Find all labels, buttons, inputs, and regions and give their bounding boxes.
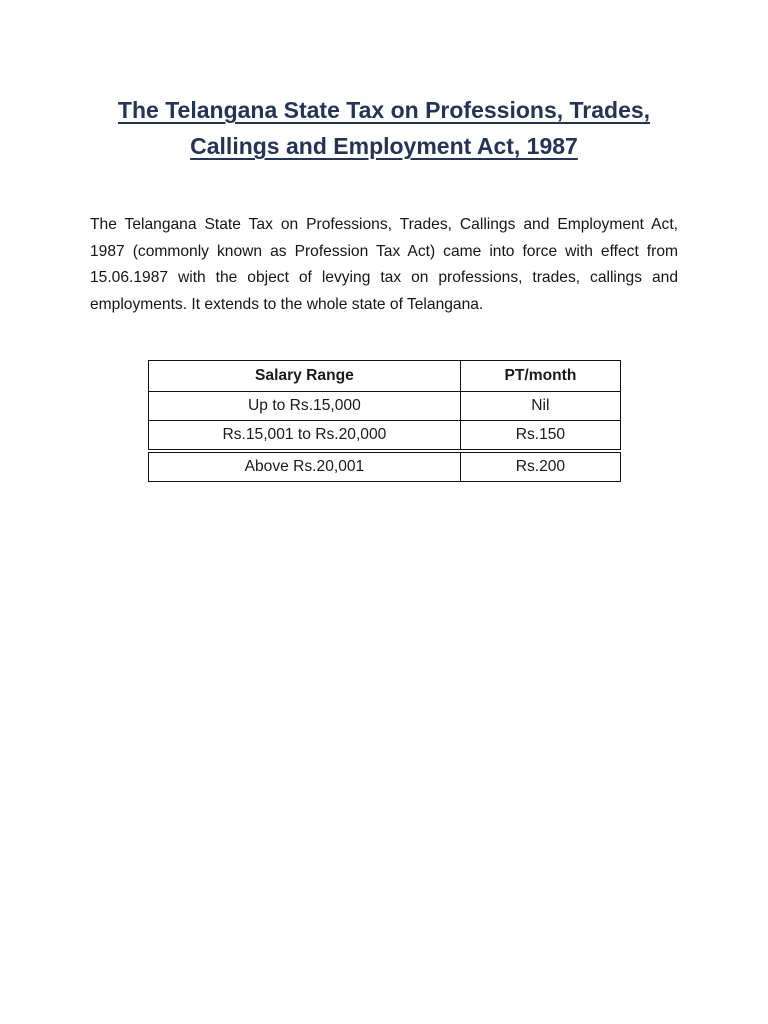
page-title [60, 92, 708, 164]
cell-pt-month: Nil [460, 392, 620, 421]
title-line-2: Callings and Employment Act, 1987 [190, 133, 578, 159]
table-row [149, 421, 621, 452]
table-row [149, 451, 621, 482]
cell-pt-month: Rs.200 [460, 451, 620, 482]
cell-salary-range: Rs.15,001 to Rs.20,000 [149, 421, 461, 452]
table-header-row [149, 361, 621, 392]
table-row [149, 392, 621, 421]
header-pt-month: PT/month [460, 361, 620, 392]
cell-salary-range: Above Rs.20,001 [149, 451, 461, 482]
cell-salary-range: Up to Rs.15,000 [149, 392, 461, 421]
intro-paragraph: The Telangana State Tax on Professions, Trades, Callings and Employment Act, 1987 (commonly known as Profession Tax Act) came into force with effect from 15.06.1987 with the object of levying tax on professions, trades, callings and employments. It extends to the whole state of Telangana. [90, 216, 678, 313]
title-line-1: The Telangana State Tax on Professions, Trades, [117, 97, 651, 123]
cell-pt-month: Rs.150 [460, 421, 620, 452]
profession-tax-table [148, 360, 621, 482]
header-salary-range: Salary Range [149, 361, 461, 392]
